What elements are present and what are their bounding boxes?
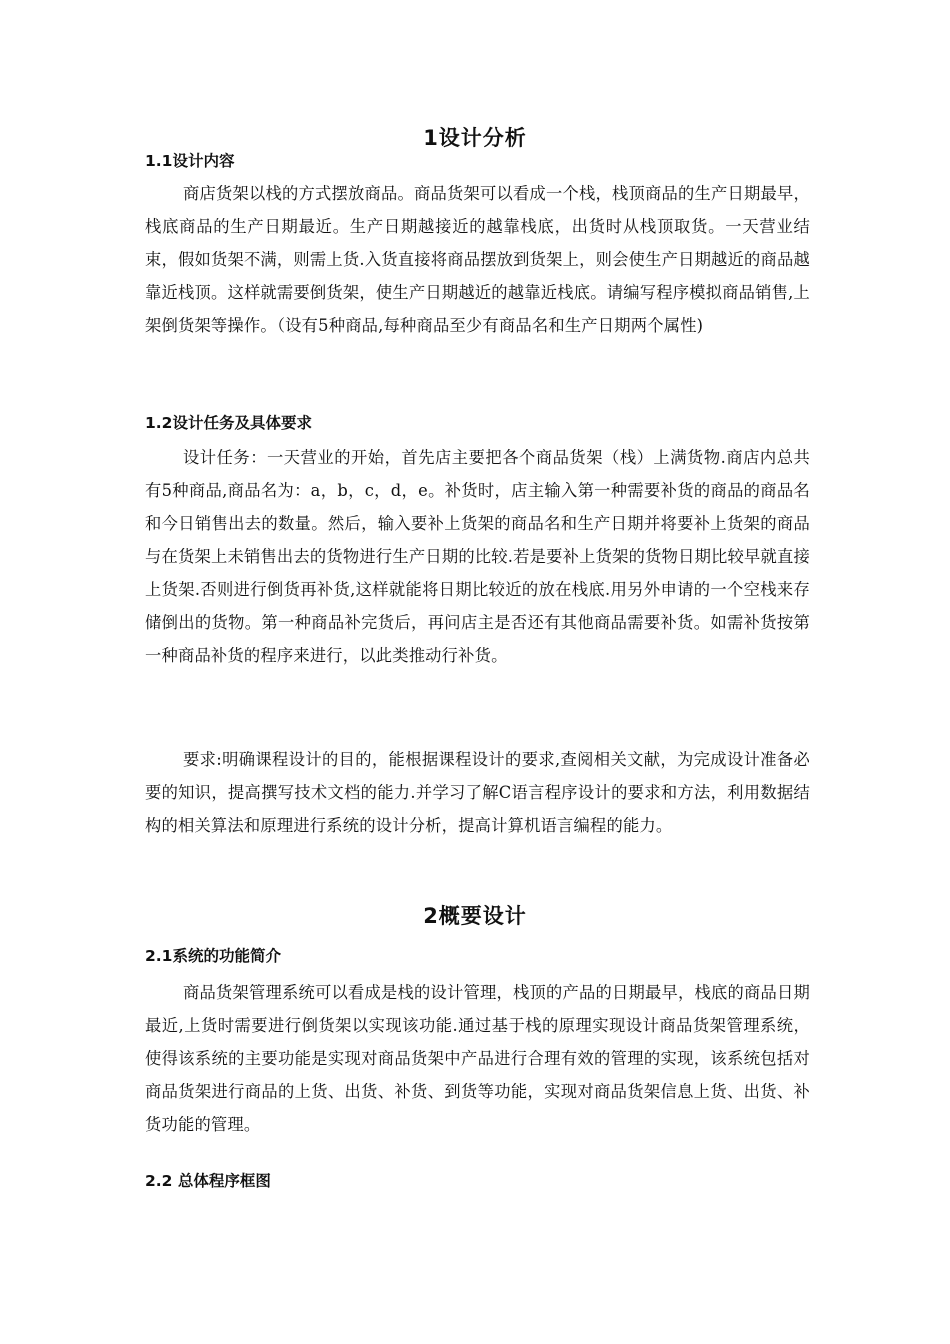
section-title-design-analysis: 1设计分析 (423, 126, 527, 150)
paragraph-design-tasks: 设计任务：一天营业的开始，首先店主要把各个商品货架（栈）上满货物.商店内总共有5种商品,商品名为：a，b，c，d，e。补货时，店主输入第一种需要补货的商品的商品名和今日销售出去的数量。然后，输入要补上货架的商品名和生产日期并将要补上货架的商品与在货架上未销售出去的货物进行生产日期的比较.若是要补上货架的货物日期比较早就直接上货架.否则进行倒货再补货,这样就能将日期比较近的放在栈底.用另外申请的一个空栈来存储倒出的货物。第一种商品补完货后，再问店主是否还有其他商品需要补货。如需补货按第一种商品补货的程序来进行，以此类推动行补货。 (145, 448, 810, 665)
paragraph-design-content: 商店货架以栈的方式摆放商品。商品货架可以看成一个栈，栈顶商品的生产日期最早，栈底商品的生产日期最近。生产日期越接近的越靠栈底，出货时从栈顶取货。一天营业结束，假如货架不满，则需上货.入货直接将商品摆放到货架上，则会使生产日期越近的商品越靠近栈顶。这样就需要倒货架，使生产日期越近的越靠近栈底。请编写程序模拟商品销售,上架倒货架等操作。（设有5种商品,每种商品至少有商品名和生产日期两个属性) (145, 184, 810, 335)
subsection-title-program-diagram: 2.2 总体程序框图 (145, 1172, 271, 1190)
subsection-title-function-intro: 2.1系统的功能简介 (145, 947, 281, 965)
paragraph-requirements: 要求:明确课程设计的目的，能根据课程设计的要求,查阅相关文献，为完成设计准备必要的知识，提高撰写技术文档的能力.并学习了解C语言程序设计的要求和方法，利用数据结构的相关算法和原理进行系统的设计分析，提高计算机语言编程的能力。 (145, 750, 810, 835)
paragraph-function-intro: 商品货架管理系统可以看成是栈的设计管理，栈顶的产品的日期最早，栈底的商品日期最近,上货时需要进行倒货架以实现该功能.通过基于栈的原理实现设计商品货架管理系统，使得该系统的主要功能是实现对商品货架中产品进行合理有效的管理的实现，该系统包括对商品货架进行商品的上货、出货、补货、到货等功能，实现对商品货架信息上货、出货、补货功能的管理。 (145, 983, 810, 1134)
section-title-overview-design: 2概要设计 (423, 904, 527, 928)
subsection-title-design-tasks: 1.2设计任务及具体要求 (145, 414, 312, 432)
subsection-title-design-content: 1.1设计内容 (145, 152, 235, 170)
